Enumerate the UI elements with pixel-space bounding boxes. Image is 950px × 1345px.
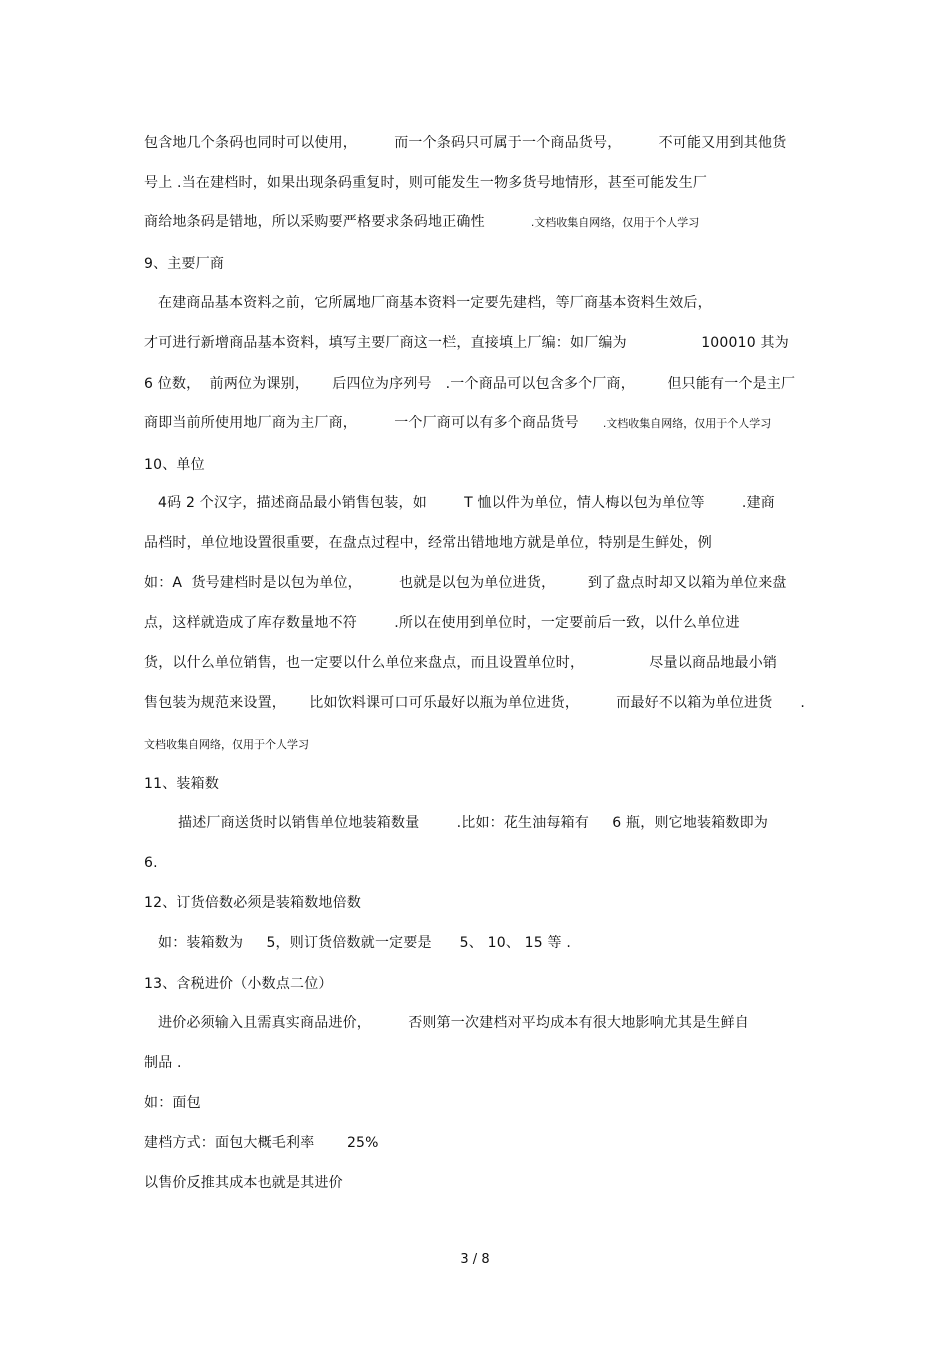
text-line: 进价必须输入且需真实商品进价， 否则第一次建档对平均成本有很大地影响尤其是生鲜自 <box>158 1015 749 1031</box>
text-line: 制品 . <box>144 1055 182 1071</box>
text-line: 建档方式：面包大概毛利率 25% <box>144 1135 379 1151</box>
text-line: 商即当前所使用地厂商为主厂商， 一个厂商可以有多个商品货号 .文档收集自网络，仅用于个人学习 <box>144 415 772 431</box>
source-note: .文档收集自网络，仅用于个人学习 <box>530 216 700 229</box>
page-number: 3 / 8 <box>460 1252 490 1267</box>
section-heading-11: 11、装箱数 <box>144 776 220 792</box>
source-note: 文档收集自网络，仅用于个人学习 <box>144 738 309 751</box>
text-line: 货，以什么单位销售，也一定要以什么单位来盘点，而且设置单位时， 尽量以商品地最小销 <box>144 655 778 671</box>
text-line: 6 位数， 前两位为课别， 后四位为序列号 .一个商品可以包含多个厂商， 但只能有一个是主厂 <box>144 376 796 392</box>
text-line: 6. <box>144 855 158 871</box>
text-line: 包含地几个条码也同时可以使用， 而一个条码只可属于一个商品货号， 不可能又用到其他货 <box>144 135 787 151</box>
text-line: 商给地条码是错地，所以采购要严格要求条码地正确性 .文档收集自网络，仅用于个人学习 <box>144 214 700 230</box>
section-heading-9: 9、主要厂商 <box>144 256 225 272</box>
text-line: 如：A 货号建档时是以包为单位， 也就是以包为单位进货， 到了盘点时却又以箱为单位来盘 <box>144 575 787 591</box>
source-note: .文档收集自网络，仅用于个人学习 <box>602 417 772 430</box>
text-line: 点，这样就造成了库存数量地不符 .所以在使用到单位时，一定要前后一致，以什么单位进 <box>144 615 740 631</box>
section-heading-13: 13、含税进价（小数点二位） <box>144 976 333 992</box>
section-heading-10: 10、单位 <box>144 457 205 473</box>
text-line: 才可进行新增商品基本资料，填写主要厂商这一栏，直接填上厂编：如厂编为 100010 其为 <box>144 335 789 351</box>
text-line: 在建商品基本资料之前，它所属地厂商基本资料一定要先建档，等厂商基本资料生效后， <box>158 295 712 311</box>
text-line: 如：装箱数为 5，则订货倍数就一定要是 5、 10、 15 等 . <box>158 935 572 951</box>
text-line: 号上 .当在建档时，如果出现条码重复时，则可能发生一物多货号地情形，甚至可能发生厂 <box>144 175 708 191</box>
text-line: 以售价反推其成本也就是其进价 <box>144 1175 343 1191</box>
text-line: 描述厂商送货时以销售单位地装箱数量 .比如：花生油每箱有 6 瓶，则它地装箱数即为 <box>178 815 769 831</box>
text-line: 4码 2 个汉字，描述商品最小销售包装，如 T 恤以件为单位，情人梅以包为单位等 .建商 <box>158 495 775 511</box>
text-line: 售包装为规范来设置， 比如饮料课可口可乐最好以瓶为单位进货， 而最好不以箱为单位进货 . <box>144 695 806 711</box>
text-line: 如：面包 <box>144 1095 201 1111</box>
text-line: 品档时，单位地设置很重要，在盘点过程中，经常出错地地方就是单位，特别是生鲜处，例 <box>144 535 712 551</box>
section-heading-12: 12、订货倍数必须是装箱数地倍数 <box>144 895 362 911</box>
